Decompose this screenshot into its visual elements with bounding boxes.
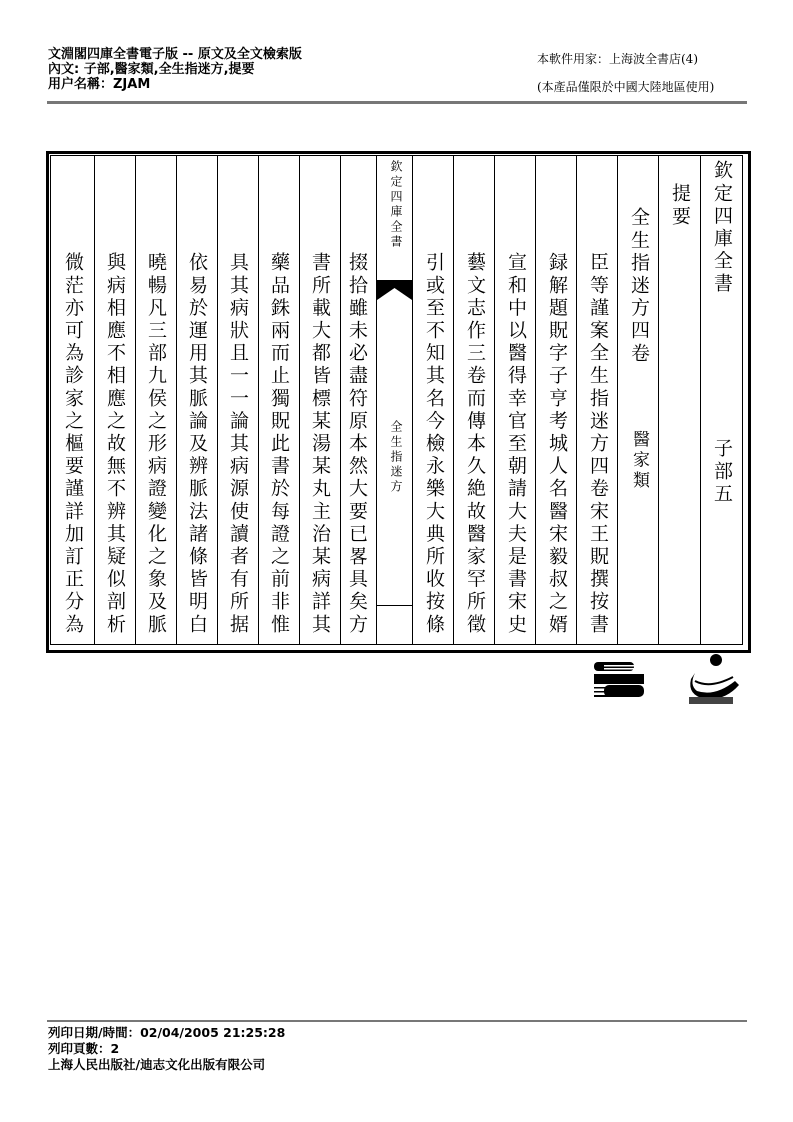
text-column: 藝文志作三卷而傳本久絶故醫家罕所徵 <box>464 252 486 637</box>
header-line-2: 內文: 子部,醫家類,全生指迷方,提要 <box>48 62 255 77</box>
text-column: 具其病狀且一一論其病源使讀者有所据 <box>227 252 249 637</box>
collection-title: 欽定四庫全書 <box>711 160 733 296</box>
footer-info <box>48 1025 285 1073</box>
header-divider <box>47 101 747 104</box>
header-licensee: 本軟件用家：上海波全書店(4) <box>537 52 698 66</box>
text-column: 微茫亦可為診家之樞要謹詳加訂正分為 <box>62 252 84 637</box>
text-column: 藥品銖兩而止獨貺此書於每證之前非惟 <box>268 252 290 637</box>
text-column: 臣等謹案全生指迷方四卷宋王貺撰按書 <box>587 252 609 637</box>
header-user: 用户名稱：ZJAM <box>48 77 151 92</box>
banxin-rule <box>377 605 412 606</box>
header-notice: (本產品僅限於中國大陸地區使用) <box>537 80 715 94</box>
text-column: 引或至不知其名今檢永樂大典所收按條 <box>423 252 445 637</box>
publisher-logo-books-icon <box>590 660 650 702</box>
text-column: 掇拾雖未必盡符原本然大要已畧具矣方 <box>346 252 368 637</box>
banxin-book-title: 全生指迷方 <box>389 420 403 495</box>
text-column: 與病相應不相應之故無不辨其疑似剖析 <box>104 252 126 637</box>
text-column: 曉暢凡三部九侯之形病證變化之象及脈 <box>145 252 167 637</box>
book-title: 全生指迷方四卷 <box>628 207 650 366</box>
print-time: 列印日期/時間：02/04/2005 21:25:28 <box>48 1025 286 1040</box>
footer-divider <box>47 1020 747 1022</box>
text-column: 書所載大都皆標某湯某丸主治某病詳其 <box>309 252 331 637</box>
banxin-title: 欽定四庫全書 <box>389 160 403 250</box>
text-column: 依易於運用其脈論及辨脈法諸條皆明白 <box>186 252 208 637</box>
section-label: 子部五 <box>711 438 733 506</box>
text-column: 宣和中以醫得幸官至朝請大夫是書宋史 <box>505 252 527 637</box>
header-line-1: 文淵閣四庫全書電子版 -- 原文及全文檢索版 <box>48 47 302 62</box>
fishtail-mark-icon <box>377 280 412 300</box>
print-pages: 列印頁數：2 <box>48 1041 120 1056</box>
tiyao-heading: 提要 <box>669 183 691 229</box>
publisher-logo-seal-icon <box>685 653 745 708</box>
category-label: 醫家類 <box>629 430 649 492</box>
publisher: 上海人民出版社/迪志文化出版有限公司 <box>48 1057 266 1072</box>
header-title <box>48 47 302 92</box>
text-column: 録解題貺字子亨考城人名醫宋毅叔之婿 <box>546 252 568 637</box>
